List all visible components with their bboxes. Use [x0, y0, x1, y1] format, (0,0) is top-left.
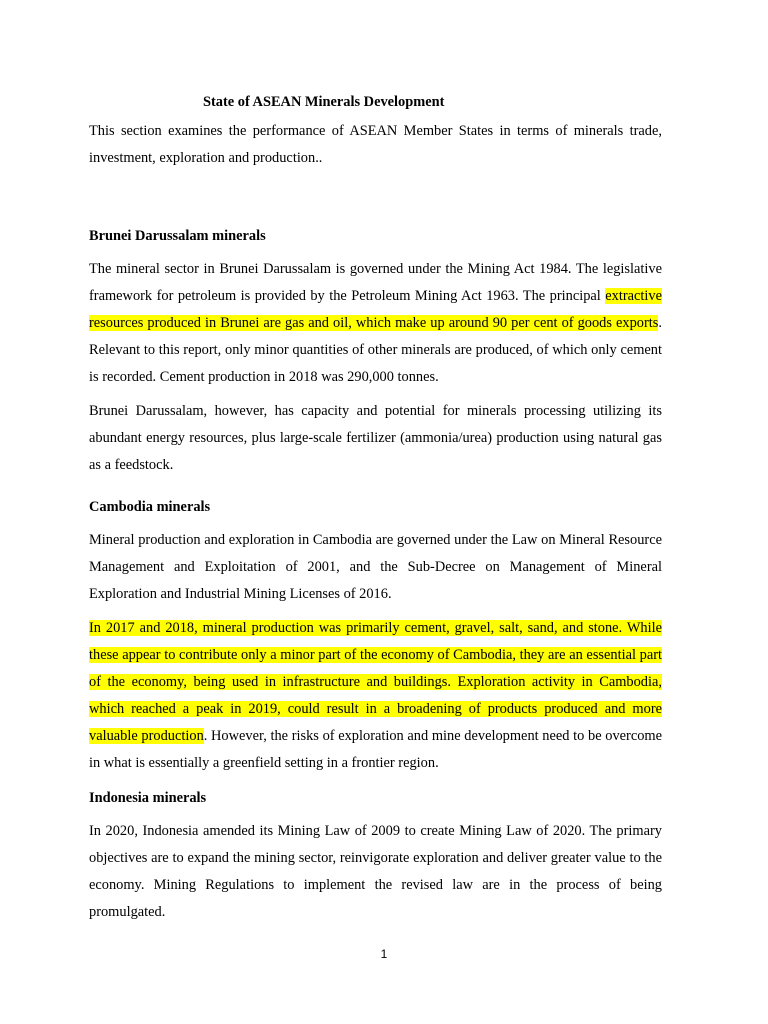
intro-paragraph: This section examines the performance of ASEAN Member States in terms of minerals trade, investment, exploration and production..	[89, 123, 662, 166]
brunei-p1-text-end: . Relevant to this report, only minor quantities of other minerals are produced, of which only cement is recorded. Cement production in 2018 was 290,000 tonnes.	[89, 315, 662, 385]
cambodia-p2-text-end: . However, the risks of exploration and mine development need to be overcome in what is essentially a greenfield setting in a frontier region.	[89, 728, 662, 771]
cambodia-heading: Cambodia minerals	[89, 499, 211, 515]
brunei-p1-text-start: The mineral sector in Brunei Darussalam is governed under the Mining Act 1984. The legislative framework for petroleum is provided by the Petroleum Mining Act 1963. The principal	[89, 261, 662, 304]
cambodia-paragraph-2	[89, 615, 662, 777]
document-title: State of ASEAN Minerals Development	[203, 94, 445, 110]
brunei-paragraph-1	[89, 256, 662, 391]
brunei-p1-highlight: extractive resources produced in Brunei are gas and oil, which make up around 90 per cent of goods exports	[89, 288, 662, 331]
page-number: 1	[380, 947, 388, 961]
indonesia-heading: Indonesia minerals	[89, 790, 207, 806]
brunei-paragraph-2: Brunei Darussalam, however, has capacity and potential for minerals processing utilizing its abundant energy resources, plus large-scale fertilizer (ammonia/urea) production using natural gas as a feedstock.	[89, 403, 662, 473]
indonesia-paragraph-1: In 2020, Indonesia amended its Mining Law of 2009 to create Mining Law of 2020. The primary objectives are to expand the mining sector, reinvigorate exploration and deliver greater value to the economy. Mining Regulations to implement the revised law are in the process of being promulgated.	[89, 823, 662, 920]
cambodia-paragraph-1: Mineral production and exploration in Cambodia are governed under the Law on Mineral Resource Management and Exploitation of 2001, and the Sub-Decree on Management of Mineral Exploration and Industrial Mining Licenses of 2016.	[89, 532, 662, 602]
cambodia-p2-highlight: In 2017 and 2018, mineral production was primarily cement, gravel, salt, sand, and stone. While these appear to contribute only a minor part of the economy of Cambodia, they are an essential part of the economy, being used in infrastructure and buildings. Exploration activity in Cambodia, which reached a peak in 2019, could result in a broadening of products produced and more valuable production	[89, 620, 662, 744]
brunei-heading: Brunei Darussalam minerals	[89, 228, 266, 244]
